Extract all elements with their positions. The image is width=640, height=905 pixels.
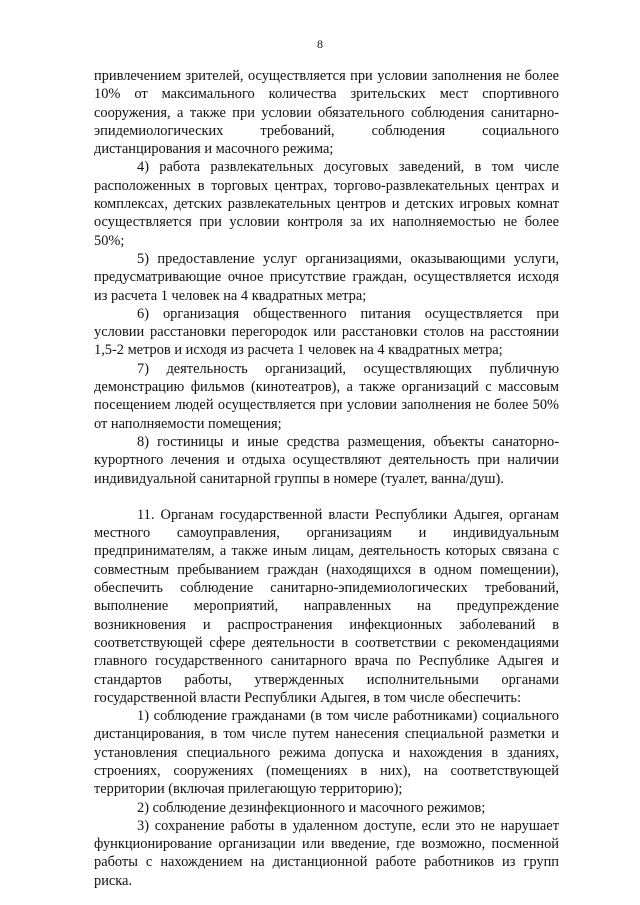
paragraph-section-11: 11. Органам государственной власти Республики Адыгея, органам местного самоуправления, организациям и индивидуальным предпринимателям, а также иным лицам, деятельность которых связана с совместным пребыванием граждан (находящихся в одном помещении), обеспечить соблюдение санитарно-эпидемиологических требований, выполнение мероприятий, направленных на предупреждение возникновения и распространения инфекционных заболеваний в соответствующей сфере деятельности в соответствии с рекомендациями главного государственного санитарного врача по Республике Адыгея и стандартов работы, утвержденных исполнительными органами государственной власти Республики Адыгея, в том числе обеспечить:: [94, 506, 559, 706]
paragraph-subitem-1: 1) соблюдение гражданами (в том числе работниками) социального дистанцирования, в том числе путем нанесения специальной разметки и установления специального режима допуска и нахождения в зданиях, строениях, сооружениях (помещениях в них), на соответствующей территории (включая прилегающую территорию);: [94, 708, 559, 798]
page-number: 8: [317, 37, 323, 51]
document-body: [94, 67, 559, 890]
paragraph-item-8: 8) гостиницы и иные средства размещения, объекты санаторно-курортного лечения и отдыха осуществляют деятельность при наличии индивидуальной санитарной группы в номере (туалет, ванна/душ).: [94, 433, 559, 487]
paragraph-item-5: 5) предоставление услуг организациями, оказывающими услуги, предусматривающие очное присутствие граждан, осуществляется исходя из расчета 1 человек на 4 квадратных метра;: [94, 250, 559, 304]
paragraph-subitem-2: 2) соблюдение дезинфекционного и масочного режимов;: [137, 799, 486, 816]
paragraph-continuation: привлечением зрителей, осуществляется при условии заполнения не более 10% от максимального количества зрительских мест спортивного сооружения, а также при условии обязательного соблюдения санитарно-эпидемиологических требований, соблюдения социального дистанцирования и масочного режима;: [94, 68, 559, 158]
paragraph-subitem-3: 3) сохранение работы в удаленном доступе, если это не нарушает функционирование организации или введение, где возможно, посменной работы с нахождением на дистанционной работе работников из групп риска.: [94, 817, 559, 889]
paragraph-item-6: 6) организация общественного питания осуществляется при условии расстановки перегородок или расстановки столов на расстоянии 1,5-2 метров и исходя из расчета 1 человек на 4 квадратных метра;: [94, 305, 559, 359]
paragraph-item-7: 7) деятельность организаций, осуществляющих публичную демонстрацию фильмов (кинотеатров), а также организаций с массовым посещением людей осуществляется при условии заполнения не более 50% от наполняемости помещения;: [94, 360, 559, 432]
paragraph-item-4: 4) работа развлекательных досуговых заведений, в том числе расположенных в торговых центрах, торгово-развлекательных центрах и комплексах, детских развлекательных центров и детских игровых комнат осуществляется при условии контроля за их наполняемостью не более 50%;: [94, 159, 559, 249]
